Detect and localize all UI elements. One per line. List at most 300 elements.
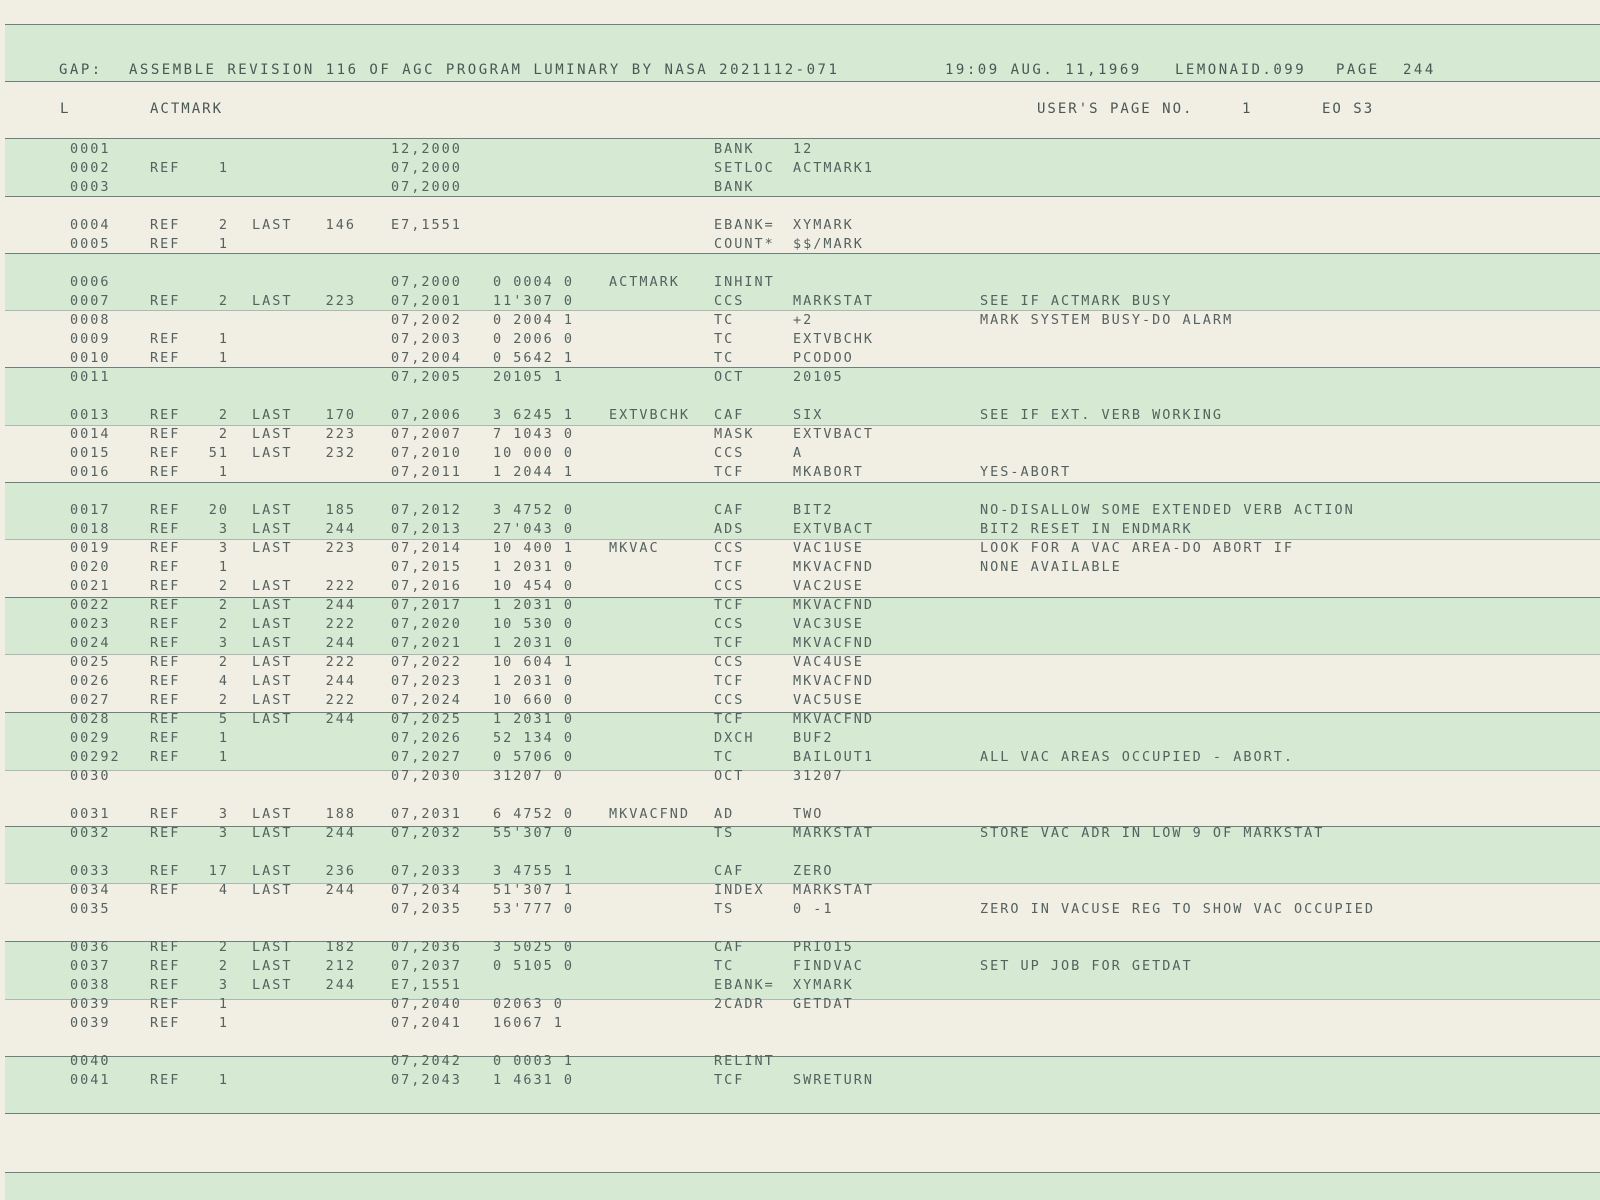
ref-flag: REF: [150, 616, 181, 632]
last-page: 223: [325, 293, 356, 309]
address: 12,2000: [391, 141, 462, 157]
address: 07,2017: [391, 597, 462, 613]
line-number: 0039: [70, 1015, 111, 1031]
ref-count: 2: [218, 939, 229, 955]
operand: ZERO: [793, 863, 834, 879]
last-page: 212: [325, 958, 356, 974]
opcode: CCS: [714, 654, 745, 670]
ref-flag: REF: [150, 825, 181, 841]
operand: 0 -1: [793, 901, 834, 917]
listing-row: [0, 938, 1600, 957]
address: 07,2027: [391, 749, 462, 765]
last-flag: LAST: [252, 578, 293, 594]
comment: STORE VAC ADR IN LOW 9 OF MARKSTAT: [980, 825, 1325, 841]
last-page: 182: [325, 939, 356, 955]
last-flag: LAST: [252, 635, 293, 651]
listing-row: [0, 710, 1600, 729]
operand: PRIO15: [793, 939, 854, 955]
opcode: CAF: [714, 502, 745, 518]
address: 07,2040: [391, 996, 462, 1012]
listing-row: [0, 1014, 1600, 1033]
listing-row: [0, 273, 1600, 292]
ref-count: 3: [218, 977, 229, 993]
comment: BIT2 RESET IN ENDMARK: [980, 521, 1193, 537]
ref-flag: REF: [150, 1015, 181, 1031]
ref-count: 2: [218, 958, 229, 974]
octal-code: 0 5105 0: [493, 958, 575, 974]
operand: SIX: [793, 407, 824, 423]
opcode: MASK: [714, 426, 755, 442]
ref-count: 3: [218, 521, 229, 537]
octal-code: 1 2031 0: [493, 635, 575, 651]
line-number: 0003: [70, 179, 111, 195]
last-page: 232: [325, 445, 356, 461]
ref-count: 2: [218, 597, 229, 613]
operand: XYMARK: [793, 977, 854, 993]
listing-row: [0, 862, 1600, 881]
ref-flag: REF: [150, 160, 181, 176]
address: 07,2015: [391, 559, 462, 575]
address: 07,2037: [391, 958, 462, 974]
line-number: 0020: [70, 559, 111, 575]
opcode: SETLOC: [714, 160, 775, 176]
octal-code: 0 5706 0: [493, 749, 575, 765]
opcode: TC: [714, 749, 735, 765]
operand: EXTVBACT: [793, 426, 875, 442]
last-flag: LAST: [252, 654, 293, 670]
last-page: 244: [325, 521, 356, 537]
ref-count: 1: [218, 1072, 229, 1088]
address: 07,2007: [391, 426, 462, 442]
listing-row: [0, 501, 1600, 520]
ref-flag: REF: [150, 464, 181, 480]
listing-row: [0, 235, 1600, 254]
ref-flag: REF: [150, 331, 181, 347]
octal-code: 3 4755 1: [493, 863, 575, 879]
octal-code: 6 4752 0: [493, 806, 575, 822]
line-number: 0011: [70, 369, 111, 385]
ref-count: 1: [218, 1015, 229, 1031]
address: 07,2005: [391, 369, 462, 385]
last-page: 244: [325, 825, 356, 841]
octal-code: 10 400 1: [493, 540, 575, 556]
line-number: 0029: [70, 730, 111, 746]
ref-count: 2: [218, 407, 229, 423]
last-page: 223: [325, 426, 356, 442]
ref-count: 3: [218, 540, 229, 556]
ref-flag: REF: [150, 559, 181, 575]
listing-row: [0, 634, 1600, 653]
listing-row: [0, 292, 1600, 311]
octal-code: 1 2031 0: [493, 559, 575, 575]
last-page: 244: [325, 635, 356, 651]
octal-code: 0 0003 1: [493, 1053, 575, 1069]
octal-code: 51'307 1: [493, 882, 575, 898]
opcode: CCS: [714, 616, 745, 632]
listing-row: [0, 1071, 1600, 1090]
last-page: 188: [325, 806, 356, 822]
symbol-label: MKVAC: [609, 540, 660, 556]
line-number: 0014: [70, 426, 111, 442]
ref-count: 1: [218, 236, 229, 252]
opcode: TC: [714, 331, 735, 347]
operand: A: [793, 445, 804, 461]
line-number: 0025: [70, 654, 111, 670]
ref-flag: REF: [150, 711, 181, 727]
symbol-label: MKVACFND: [609, 806, 691, 822]
last-flag: LAST: [252, 616, 293, 632]
line-number: 0026: [70, 673, 111, 689]
opcode: TC: [714, 958, 735, 974]
octal-code: 0 2006 0: [493, 331, 575, 347]
last-page: 170: [325, 407, 356, 423]
last-flag: LAST: [252, 863, 293, 879]
ref-flag: REF: [150, 350, 181, 366]
last-page: 185: [325, 502, 356, 518]
address: 07,2021: [391, 635, 462, 651]
listing-row: [0, 178, 1600, 197]
last-page: 146: [325, 217, 356, 233]
comment: MARK SYSTEM BUSY-DO ALARM: [980, 312, 1234, 328]
line-number: 0010: [70, 350, 111, 366]
ref-flag: REF: [150, 654, 181, 670]
ref-count: 3: [218, 635, 229, 651]
opcode: 2CADR: [714, 996, 765, 1012]
last-flag: LAST: [252, 825, 293, 841]
ref-count: 1: [218, 464, 229, 480]
octal-code: 53'777 0: [493, 901, 575, 917]
octal-code: 52 134 0: [493, 730, 575, 746]
line-number: 0021: [70, 578, 111, 594]
address: 07,2003: [391, 331, 462, 347]
comment: NONE AVAILABLE: [980, 559, 1122, 575]
operand: FINDVAC: [793, 958, 864, 974]
address: 07,2012: [391, 502, 462, 518]
last-page: 244: [325, 597, 356, 613]
listing-row: [0, 729, 1600, 748]
users-page-number: 1: [1242, 101, 1253, 117]
operand: MARKSTAT: [793, 882, 875, 898]
opcode: CCS: [714, 445, 745, 461]
address: 07,2001: [391, 293, 462, 309]
line-number: 0006: [70, 274, 111, 290]
octal-code: 1 2031 0: [493, 673, 575, 689]
address: 07,2035: [391, 901, 462, 917]
comment: ALL VAC AREAS OCCUPIED - ABORT.: [980, 749, 1294, 765]
operand: MARKSTAT: [793, 825, 875, 841]
ref-flag: REF: [150, 635, 181, 651]
comment: SET UP JOB FOR GETDAT: [980, 958, 1193, 974]
operand: BUF2: [793, 730, 834, 746]
operand: EXTVBACT: [793, 521, 875, 537]
address: 07,2000: [391, 274, 462, 290]
line-number: 0008: [70, 312, 111, 328]
operand: 31207: [793, 768, 844, 784]
line-number: 0017: [70, 502, 111, 518]
address: 07,2036: [391, 939, 462, 955]
last-page: 244: [325, 882, 356, 898]
opcode: CAF: [714, 939, 745, 955]
last-page: 222: [325, 692, 356, 708]
ref-flag: REF: [150, 407, 181, 423]
opcode: OCT: [714, 369, 745, 385]
opcode: COUNT*: [714, 236, 775, 252]
opcode: CCS: [714, 293, 745, 309]
symbol-label: EXTVBCHK: [609, 407, 691, 423]
header-page-label: PAGE: [1336, 62, 1380, 78]
operand: VAC5USE: [793, 692, 864, 708]
address: 07,2023: [391, 673, 462, 689]
listing-row: [0, 767, 1600, 786]
line-number: 0004: [70, 217, 111, 233]
listing-row: [0, 653, 1600, 672]
operand: MARKSTAT: [793, 293, 875, 309]
listing-row: [0, 881, 1600, 900]
line-number: 0024: [70, 635, 111, 651]
opcode: BANK: [714, 141, 755, 157]
last-flag: LAST: [252, 217, 293, 233]
line-number: 0007: [70, 293, 111, 309]
ref-count: 2: [218, 616, 229, 632]
ref-count: 3: [218, 825, 229, 841]
line-number: 0037: [70, 958, 111, 974]
operand: VAC3USE: [793, 616, 864, 632]
listing-row: [0, 1052, 1600, 1071]
octal-code: 0 2004 1: [493, 312, 575, 328]
ref-count: 51: [208, 445, 229, 461]
line-number: 0005: [70, 236, 111, 252]
octal-code: 3 6245 1: [493, 407, 575, 423]
address: 07,2031: [391, 806, 462, 822]
last-page: 236: [325, 863, 356, 879]
opcode: CAF: [714, 863, 745, 879]
address: 07,2030: [391, 768, 462, 784]
address: 07,2010: [391, 445, 462, 461]
octal-code: 3 4752 0: [493, 502, 575, 518]
last-flag: LAST: [252, 293, 293, 309]
last-flag: LAST: [252, 445, 293, 461]
address: 07,2014: [391, 540, 462, 556]
line-number: 0038: [70, 977, 111, 993]
address: E7,1551: [391, 217, 462, 233]
opcode: TCF: [714, 464, 745, 480]
octal-code: 11'307 0: [493, 293, 575, 309]
listing-row: [0, 368, 1600, 387]
ref-flag: REF: [150, 806, 181, 822]
last-page: 244: [325, 711, 356, 727]
address: 07,2011: [391, 464, 462, 480]
octal-code: 10 530 0: [493, 616, 575, 632]
ref-flag: REF: [150, 977, 181, 993]
ref-flag: REF: [150, 426, 181, 442]
ref-count: 2: [218, 293, 229, 309]
line-number: 0033: [70, 863, 111, 879]
ref-flag: REF: [150, 996, 181, 1012]
ref-flag: REF: [150, 958, 181, 974]
line-number: 0019: [70, 540, 111, 556]
ref-flag: REF: [150, 540, 181, 556]
opcode: TS: [714, 901, 735, 917]
octal-code: 1 2044 1: [493, 464, 575, 480]
ref-count: 1: [218, 996, 229, 1012]
ref-flag: REF: [150, 863, 181, 879]
address: 07,2004: [391, 350, 462, 366]
operand: TWO: [793, 806, 824, 822]
last-flag: LAST: [252, 502, 293, 518]
operand: $$/MARK: [793, 236, 864, 252]
operand: MKVACFND: [793, 635, 875, 651]
opcode: AD: [714, 806, 735, 822]
octal-code: 1 2031 0: [493, 597, 575, 613]
listing-row: [0, 672, 1600, 691]
last-page: 223: [325, 540, 356, 556]
ref-count: 17: [208, 863, 229, 879]
address: 07,2034: [391, 882, 462, 898]
opcode: DXCH: [714, 730, 755, 746]
users-page-label: USER'S PAGE NO.: [1037, 101, 1194, 117]
ref-count: 3: [218, 806, 229, 822]
line-number: 0027: [70, 692, 111, 708]
opcode: TCF: [714, 635, 745, 651]
last-flag: LAST: [252, 958, 293, 974]
ref-flag: REF: [150, 1072, 181, 1088]
octal-code: 1 4631 0: [493, 1072, 575, 1088]
opcode: TC: [714, 312, 735, 328]
operand: SWRETURN: [793, 1072, 875, 1088]
address: 07,2006: [391, 407, 462, 423]
last-flag: LAST: [252, 977, 293, 993]
opcode: EBANK=: [714, 977, 775, 993]
address: 07,2000: [391, 160, 462, 176]
opcode: TS: [714, 825, 735, 841]
line-number: 00292: [70, 749, 121, 765]
operand: EXTVBCHK: [793, 331, 875, 347]
line-number: 0002: [70, 160, 111, 176]
address: 07,2020: [391, 616, 462, 632]
operand: VAC2USE: [793, 578, 864, 594]
listing-row: [0, 748, 1600, 767]
ref-flag: REF: [150, 236, 181, 252]
operand: BIT2: [793, 502, 834, 518]
octal-code: 0 5642 1: [493, 350, 575, 366]
operand: MKVACFND: [793, 597, 875, 613]
octal-code: 10 604 1: [493, 654, 575, 670]
ref-flag: REF: [150, 749, 181, 765]
listing-row: [0, 444, 1600, 463]
ref-flag: REF: [150, 882, 181, 898]
octal-code: 10 660 0: [493, 692, 575, 708]
opcode: TC: [714, 350, 735, 366]
octal-code: 31207 0: [493, 768, 564, 784]
last-flag: LAST: [252, 939, 293, 955]
ref-count: 2: [218, 217, 229, 233]
operand: VAC1USE: [793, 540, 864, 556]
opcode: OCT: [714, 768, 745, 784]
ref-flag: REF: [150, 293, 181, 309]
last-flag: LAST: [252, 521, 293, 537]
opcode: ADS: [714, 521, 745, 537]
ref-count: 2: [218, 692, 229, 708]
line-number: 0041: [70, 1072, 111, 1088]
listing-row: [0, 596, 1600, 615]
ref-count: 2: [218, 578, 229, 594]
operand: MKVACFND: [793, 559, 875, 575]
octal-code: 7 1043 0: [493, 426, 575, 442]
listing-row: [0, 140, 1600, 159]
header-program: GAP:: [59, 62, 103, 78]
listing-row: [0, 577, 1600, 596]
operand: XYMARK: [793, 217, 854, 233]
operand: BAILOUT1: [793, 749, 875, 765]
operand: MKABORT: [793, 464, 864, 480]
octal-code: 27'043 0: [493, 521, 575, 537]
last-flag: LAST: [252, 711, 293, 727]
last-flag: LAST: [252, 540, 293, 556]
ref-count: 5: [218, 711, 229, 727]
comment: ZERO IN VACUSE REG TO SHOW VAC OCCUPIED: [980, 901, 1375, 917]
opcode: BANK: [714, 179, 755, 195]
last-flag: LAST: [252, 692, 293, 708]
ref-count: 1: [218, 160, 229, 176]
operand: VAC4USE: [793, 654, 864, 670]
comment: YES-ABORT: [980, 464, 1072, 480]
operand: +2: [793, 312, 814, 328]
listing-row: [0, 463, 1600, 482]
opcode: TCF: [714, 673, 745, 689]
last-page: 244: [325, 673, 356, 689]
last-page: 222: [325, 654, 356, 670]
line-number: 0034: [70, 882, 111, 898]
ref-flag: REF: [150, 445, 181, 461]
address: 07,2033: [391, 863, 462, 879]
listing-row: [0, 900, 1600, 919]
ref-count: 2: [218, 426, 229, 442]
octal-code: 0 0004 0: [493, 274, 575, 290]
line-number: 0035: [70, 901, 111, 917]
last-page: 222: [325, 578, 356, 594]
listing-row: [0, 558, 1600, 577]
last-flag: LAST: [252, 673, 293, 689]
listing-row: [0, 539, 1600, 558]
octal-code: 16067 1: [493, 1015, 564, 1031]
header-title: ASSEMBLE REVISION 116 OF AGC PROGRAM LUMINARY BY NASA 2021112-071: [129, 62, 840, 78]
ref-count: 2: [218, 654, 229, 670]
listing-row: [0, 995, 1600, 1014]
ref-count: 4: [218, 882, 229, 898]
address: 07,2043: [391, 1072, 462, 1088]
line-number: 0016: [70, 464, 111, 480]
operand: MKVACFND: [793, 711, 875, 727]
log-label: L: [60, 101, 71, 117]
opcode: TCF: [714, 711, 745, 727]
line-number: 0015: [70, 445, 111, 461]
line-number: 0022: [70, 597, 111, 613]
listing-row: [0, 425, 1600, 444]
line-number: 0031: [70, 806, 111, 822]
last-page: 222: [325, 616, 356, 632]
ref-flag: REF: [150, 730, 181, 746]
line-number: 0001: [70, 141, 111, 157]
ref-count: 1: [218, 730, 229, 746]
comment: SEE IF EXT. VERB WORKING: [980, 407, 1224, 423]
log-name: ACTMARK: [150, 101, 224, 117]
ref-count: 4: [218, 673, 229, 689]
symbol-label: ACTMARK: [609, 274, 680, 290]
line-number: 0009: [70, 331, 111, 347]
octal-code: 10 454 0: [493, 578, 575, 594]
ref-flag: REF: [150, 578, 181, 594]
address: 07,2025: [391, 711, 462, 727]
